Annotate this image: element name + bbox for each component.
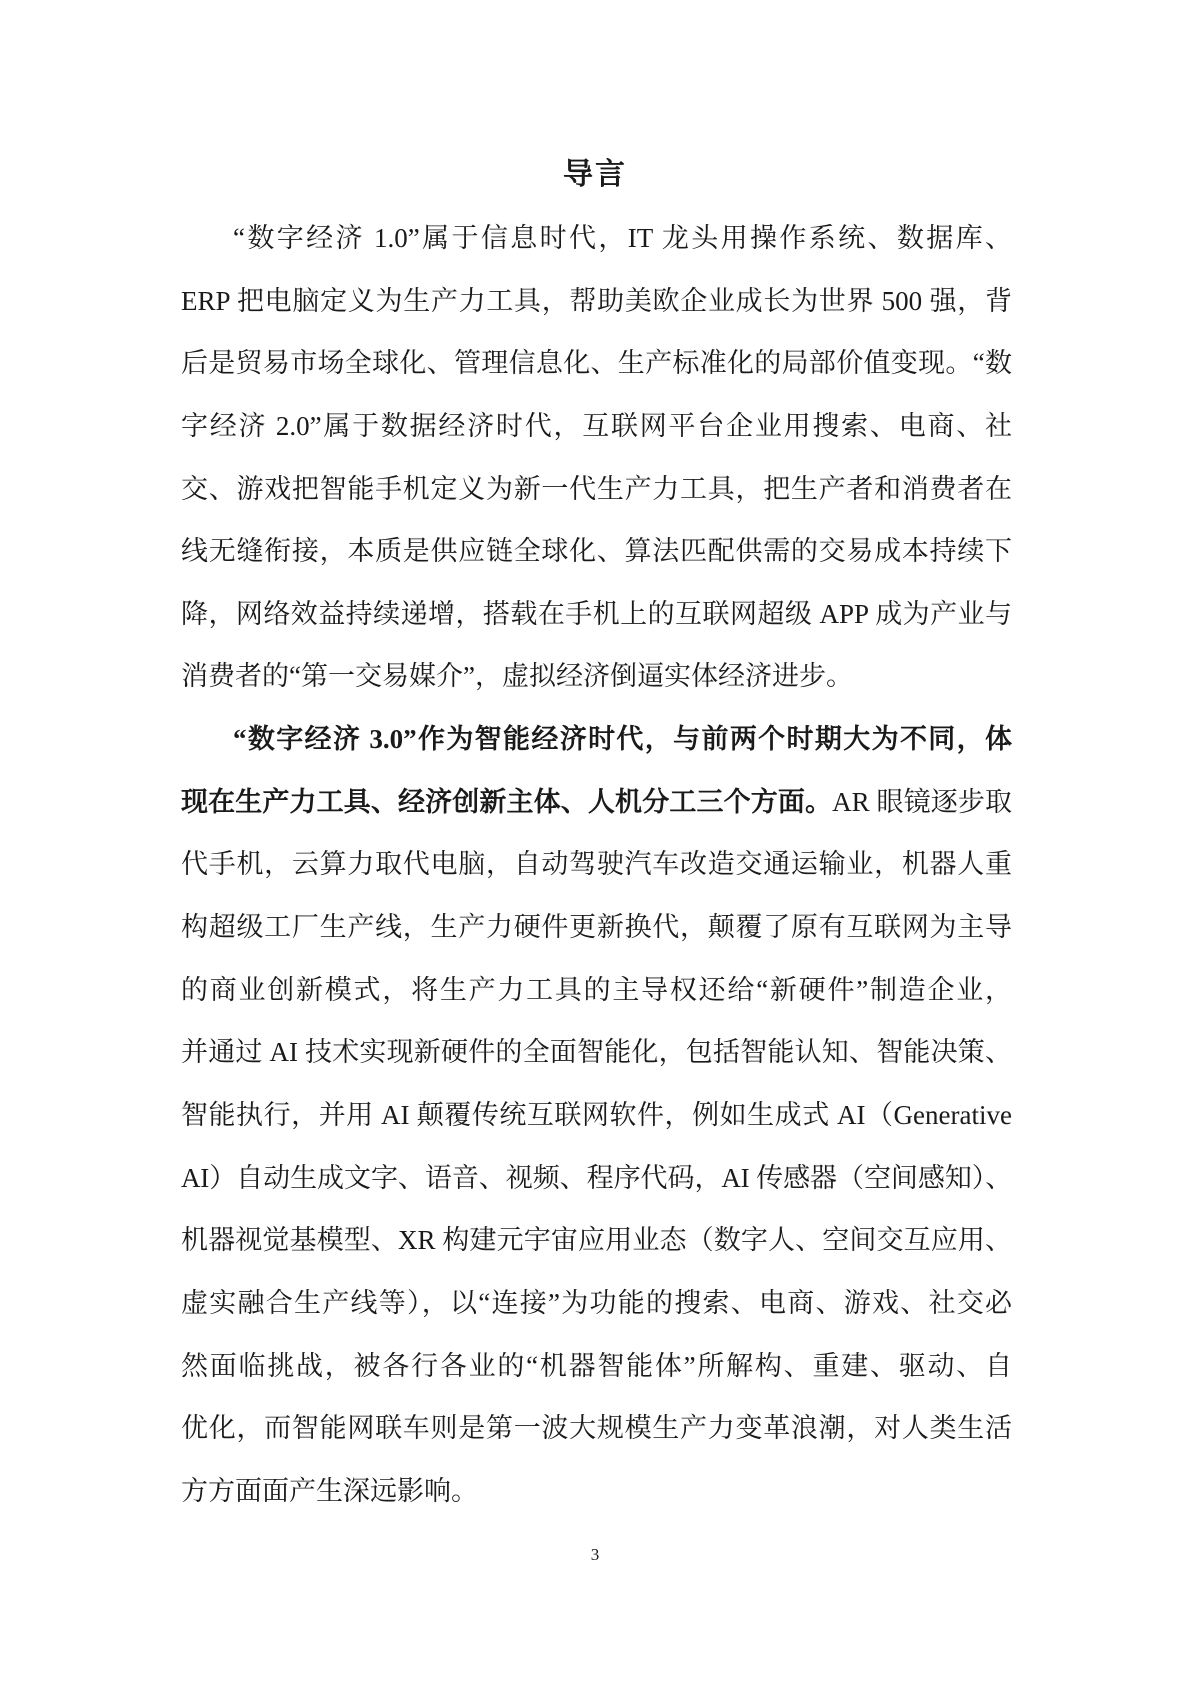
- text-line-bold: “数字经济 3.0”作为智能经济时代，与前两个时期大为不同，体: [233, 724, 1012, 755]
- text-line: 线无缝衔接，本质是供应链全球化、算法匹配供需的交易成本持续下: [181, 536, 1012, 567]
- text-line: “数字经济 1.0”属于信息时代，IT 龙头用操作系统、数据库、: [233, 223, 1012, 253]
- text-line: 代手机，云算力取代电脑，自动驾驶汽车改造交通运输业，机器人重: [181, 849, 1012, 880]
- text-line: 消费者的“第一交易媒介”，虚拟经济倒逼实体经济进步。: [181, 661, 853, 692]
- bold-text-segment: 现在生产力工具、经济创新主体、人机分工三个方面。: [181, 786, 833, 817]
- normal-text-segment: AR 眼镜逐步取: [832, 786, 1012, 817]
- text-line: 的商业创新模式，将生产力工具的主导权还给“新硬件”制造企业，: [181, 974, 1012, 1005]
- paragraph-2: [181, 708, 1012, 1522]
- text-line: 方方面面产生深远影响。: [181, 1475, 478, 1506]
- text-line: 智能执行，并用 AI 颠覆传统互联网软件，例如生成式 AI（Generative: [181, 1099, 1012, 1130]
- text-line: 降，网络效益持续递增，搭载在手机上的互联网超级 APP 成为产业与: [181, 598, 1012, 629]
- paragraph-1: [181, 207, 1012, 708]
- text-line: 优化，而智能网联车则是第一波大规模生产力变革浪潮，对人类生活: [181, 1413, 1012, 1444]
- text-line: 然面临挑战，被各行各业的“机器智能体”所解构、重建、驱动、自: [181, 1350, 1012, 1381]
- text-line: ERP 把电脑定义为生产力工具，帮助美欧企业成长为世界 500 强，背: [181, 285, 1012, 316]
- page-number: 3: [590, 1545, 600, 1564]
- document-body: [181, 207, 1012, 1522]
- text-line-mixed: [181, 771, 1012, 834]
- text-line: AI）自动生成文字、语音、视频、程序代码，AI 传感器（空间感知）、: [181, 1162, 1012, 1193]
- text-line: 构超级工厂生产线，生产力硬件更新换代，颠覆了原有互联网为主导: [181, 912, 1012, 943]
- text-line: 虚实融合生产线等），以“连接”为功能的搜索、电商、游戏、社交必: [181, 1287, 1012, 1318]
- text-line: 后是贸易市场全球化、管理信息化、生产标准化的局部价值变现。“数: [181, 348, 1012, 379]
- text-line: 机器视觉基模型、XR 构建元宇宙应用业态（数字人、空间交互应用、: [181, 1225, 1012, 1256]
- text-line: 字经济 2.0”属于数据经济时代，互联网平台企业用搜索、电商、社: [181, 410, 1012, 441]
- text-line: 交、游戏把智能手机定义为新一代生产力工具，把生产者和消费者在: [181, 473, 1012, 504]
- text-line: 并通过 AI 技术实现新硬件的全面智能化，包括智能认知、智能决策、: [181, 1037, 1012, 1068]
- page-title: 导言: [563, 158, 627, 191]
